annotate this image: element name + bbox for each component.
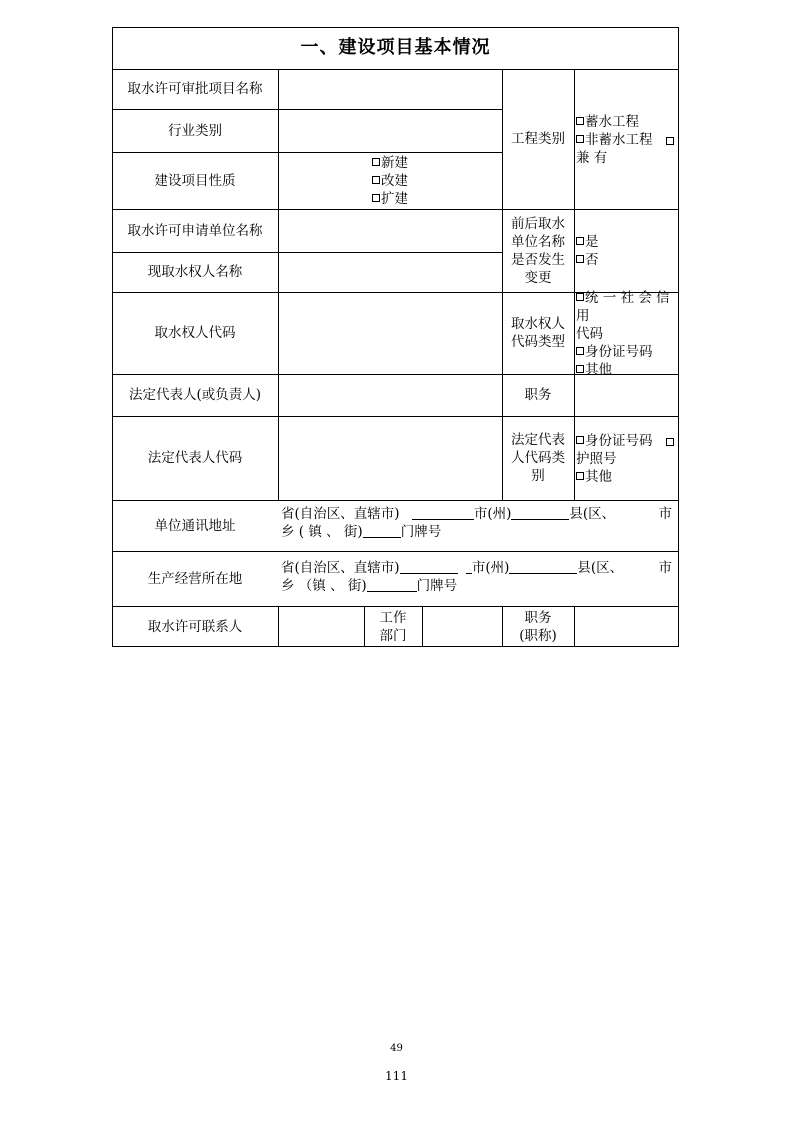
option-passport[interactable]: 护照号 [576, 450, 617, 467]
checkbox-icon [576, 117, 584, 125]
option-id-number[interactable]: 身份证号码 [576, 343, 678, 361]
project-type-options [575, 70, 678, 209]
label-owner-code-type: 取水权人 代码类型 [511, 316, 565, 350]
owner-code-type-options: 统 一 社 会 信 用 代码 身份证号码 其他 [575, 293, 678, 374]
checkbox-icon [372, 176, 380, 184]
checkbox-icon [576, 436, 584, 444]
label-project-nature: 建设项目性质 [154, 172, 236, 189]
label-unit-address: 单位通讯地址 [154, 517, 236, 534]
label-project-type: 工程类别 [511, 131, 565, 147]
work-dept-field[interactable] [423, 607, 502, 646]
label-legal-rep-code: 法定代表人代码 [147, 450, 243, 466]
applicant-unit-name-field[interactable] [279, 210, 502, 252]
unit-address-field[interactable]: 省(自治区、直辖市) 市(州) 县(区、 市 乡 ( 镇 、 街) 门牌号 [281, 506, 672, 540]
label-industry-category: 行业类别 [168, 122, 222, 139]
industry-category-field[interactable] [279, 110, 502, 152]
label-approval-project-name: 取水许可审批项目名称 [127, 81, 263, 97]
contact-person-field[interactable] [279, 607, 364, 646]
position-title-field[interactable] [575, 607, 678, 646]
option-other-code[interactable]: 其他 [576, 468, 678, 486]
label-position-title: 职务 (职称) [519, 609, 557, 644]
label-current-owner-name: 现取水权人名称 [147, 264, 243, 280]
checkbox-icon [576, 237, 584, 245]
checkbox-icon [576, 255, 584, 263]
label-position: 职务 [524, 387, 552, 403]
option-rebuild[interactable]: 改建 [372, 172, 452, 190]
inner-page-number: 49 [390, 1043, 403, 1054]
approval-project-name-field[interactable] [279, 70, 502, 109]
current-owner-name-field[interactable] [279, 253, 502, 292]
label-legal-rep-code-type: 法定代表 人代码类 别 [511, 432, 565, 484]
option-non-storage-project[interactable]: 非蓄水工程 [576, 131, 678, 149]
label-work-dept: 工作 部门 [379, 609, 407, 644]
checkbox-icon [576, 135, 584, 143]
option-other[interactable]: 其他 [576, 361, 678, 379]
checkbox-icon [372, 194, 380, 202]
legal-rep-code-type-options [575, 417, 678, 500]
label-production-location: 生产经营所在地 [147, 570, 243, 587]
production-location-field[interactable]: 省(自治区、直辖市) 市(州) 县(区、 市 乡 （镇 、 街) 门牌号 [281, 560, 672, 594]
project-nature-options [372, 154, 452, 208]
option-expand[interactable]: 扩建 [372, 190, 452, 208]
checkbox-icon [576, 365, 584, 373]
option-credit-code[interactable]: 统 一 社 会 信 用 [576, 289, 670, 324]
option-both[interactable]: 兼 有 [576, 149, 608, 166]
checkbox-icon [372, 158, 380, 166]
label-applicant-unit-name: 取水许可申请单位名称 [127, 222, 263, 239]
option-id-card[interactable]: 身份证号码 [576, 432, 678, 450]
checkbox-icon [576, 347, 584, 355]
label-legal-rep: 法定代表人(或负责人) [128, 387, 262, 403]
page-number: 111 [385, 1069, 408, 1083]
owner-code-field[interactable] [279, 293, 502, 374]
name-changed-options [575, 210, 678, 292]
option-no[interactable]: 否 [576, 251, 678, 269]
checkbox-icon [576, 293, 584, 301]
section-title: 一、建设项目基本情况 [300, 37, 491, 58]
checkbox-icon [666, 438, 674, 446]
label-contact-person: 取水许可联系人 [147, 618, 243, 635]
legal-rep-code-field[interactable] [279, 417, 502, 500]
basic-info-form [112, 27, 679, 647]
legal-rep-field[interactable] [279, 375, 502, 416]
option-storage-project[interactable]: 蓄水工程 [576, 113, 678, 131]
label-owner-code: 取水权人代码 [154, 325, 236, 341]
option-yes[interactable]: 是 [576, 233, 678, 251]
checkbox-icon [666, 137, 674, 145]
option-new[interactable]: 新建 [372, 154, 452, 172]
label-name-changed: 前后取水 单位名称 是否发生 变更 [511, 215, 565, 286]
border-right [678, 27, 679, 647]
position-field[interactable] [575, 375, 678, 416]
checkbox-icon [576, 472, 584, 480]
